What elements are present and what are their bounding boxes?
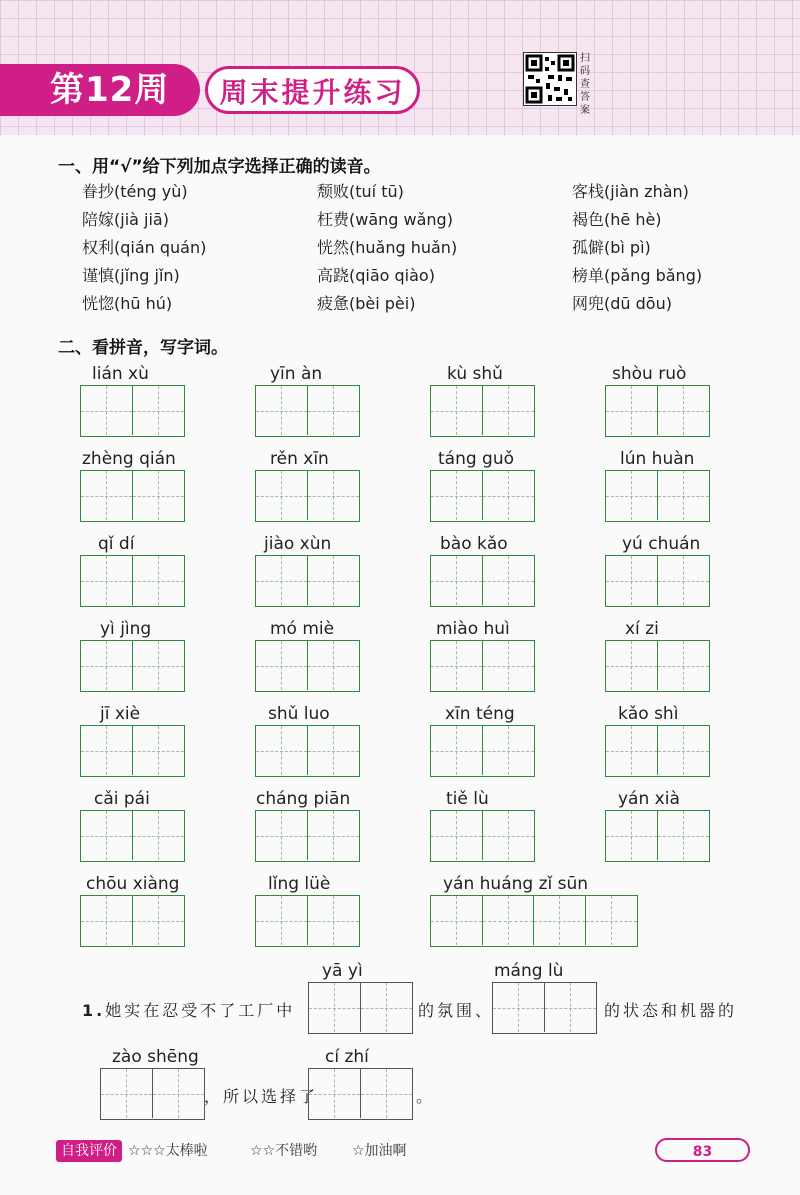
rating-keep-going[interactable]: ☆加油啊 xyxy=(352,1143,407,1159)
list-item[interactable]: 谨慎(jǐng jǐn) xyxy=(82,266,180,285)
writing-box[interactable] xyxy=(308,982,413,1034)
writing-box[interactable] xyxy=(430,470,535,522)
writing-box[interactable] xyxy=(605,725,710,777)
pinyin-label: miào huì xyxy=(436,619,510,639)
sentence-part5: 。 xyxy=(416,1087,436,1106)
pinyin-label: yán xià xyxy=(618,789,680,809)
list-item[interactable]: 疲惫(bèi pèi) xyxy=(317,294,416,313)
pinyin-label: bào kǎo xyxy=(440,534,508,554)
writing-box[interactable] xyxy=(430,385,535,437)
pinyin-label: cháng piān xyxy=(256,789,351,809)
sentence-part2: 的氛围、 xyxy=(418,1001,495,1020)
pinyin-label: yā yì xyxy=(322,961,363,981)
list-item[interactable]: 孤僻(bì pì) xyxy=(572,238,651,257)
writing-box[interactable] xyxy=(605,810,710,862)
pinyin-label: qǐ dí xyxy=(98,534,135,554)
writing-box[interactable] xyxy=(80,810,185,862)
list-item[interactable]: 榜单(pǎng bǎng) xyxy=(572,266,703,285)
writing-box[interactable] xyxy=(605,640,710,692)
writing-box[interactable] xyxy=(255,385,360,437)
sentence-part4: ，所以选择了 xyxy=(204,1087,319,1106)
list-item[interactable]: 陪嫁(jià jiā) xyxy=(82,210,169,229)
pinyin-label: cí zhí xyxy=(325,1047,369,1067)
writing-box[interactable] xyxy=(100,1068,205,1120)
writing-box[interactable] xyxy=(80,470,185,522)
pinyin-label: jī xiè xyxy=(100,704,141,724)
writing-box-4[interactable] xyxy=(430,895,638,947)
pinyin-label: lǐng lüè xyxy=(268,874,331,894)
pinyin-label: zhèng qián xyxy=(82,449,176,469)
self-evaluation-badge: 自我评价 xyxy=(56,1140,122,1162)
list-item[interactable]: 恍惚(hū hú) xyxy=(82,294,173,313)
qr-code-icon[interactable] xyxy=(523,52,577,106)
pinyin-label: táng guǒ xyxy=(438,449,515,469)
list-item[interactable]: 恍然(huǎng huǎn) xyxy=(317,238,458,257)
week-label: 第12周 xyxy=(0,64,200,116)
rating-good[interactable]: ☆☆不错哟 xyxy=(250,1143,318,1159)
pinyin-label: shòu ruò xyxy=(612,364,687,384)
pinyin-label: lián xù xyxy=(92,364,149,384)
writing-box[interactable] xyxy=(308,1068,413,1120)
list-item[interactable]: 高跷(qiāo qiào) xyxy=(317,266,435,285)
pinyin-label: yīn àn xyxy=(270,364,323,384)
pinyin-label: cǎi pái xyxy=(94,789,150,809)
sentence-part1 xyxy=(82,998,295,1021)
writing-box[interactable] xyxy=(605,385,710,437)
writing-box[interactable] xyxy=(255,640,360,692)
pinyin-label: yì jìng xyxy=(100,619,152,639)
writing-box[interactable] xyxy=(80,725,185,777)
section1-title: 一、用“√”给下列加点字选择正确的读音。 xyxy=(58,157,381,177)
list-item[interactable]: 权利(qián quán) xyxy=(82,238,207,257)
pinyin-label: lún huàn xyxy=(620,449,695,469)
qr-label: 扫码查答案 xyxy=(580,53,590,116)
writing-box[interactable] xyxy=(430,725,535,777)
list-item[interactable]: 颓败(tuí tū) xyxy=(317,182,404,201)
writing-box[interactable] xyxy=(255,895,360,947)
sentence-part3: 的状态和机器的 xyxy=(604,1001,738,1020)
pronunciation-list xyxy=(82,178,800,318)
page-title: 周末提升练习 xyxy=(205,66,420,114)
writing-box[interactable] xyxy=(605,470,710,522)
writing-box[interactable] xyxy=(605,555,710,607)
pinyin-label: jiào xùn xyxy=(264,534,332,554)
writing-box[interactable] xyxy=(255,810,360,862)
pinyin-label: zào shēng xyxy=(112,1047,199,1067)
pinyin-label: xí zi xyxy=(625,619,659,639)
pinyin-label: kù shǔ xyxy=(447,364,503,384)
list-item[interactable]: 眷抄(téng yù) xyxy=(82,182,188,201)
writing-box[interactable] xyxy=(80,640,185,692)
sentence-text: 她实在忍受不了工厂中 xyxy=(105,1001,296,1020)
writing-box[interactable] xyxy=(80,895,185,947)
section2-title: 二、看拼音，写字词。 xyxy=(58,338,228,358)
pinyin-label: kǎo shì xyxy=(618,704,679,724)
pinyin-label: shǔ luo xyxy=(268,704,330,724)
writing-box[interactable] xyxy=(255,470,360,522)
writing-box[interactable] xyxy=(430,640,535,692)
pinyin-label: chōu xiàng xyxy=(86,874,180,894)
question-number: 1. xyxy=(82,1001,106,1020)
pinyin-label: xīn téng xyxy=(445,704,515,724)
list-item[interactable]: 枉费(wāng wǎng) xyxy=(317,210,453,229)
pinyin-label: mó miè xyxy=(270,619,335,639)
rating-excellent[interactable]: ☆☆☆太棒啦 xyxy=(128,1143,208,1159)
pinyin-label: rěn xīn xyxy=(270,449,329,469)
pinyin-label: yán huáng zǐ sūn xyxy=(443,874,589,894)
list-item[interactable]: 网兜(dū dōu) xyxy=(572,294,672,313)
pinyin-label: yú chuán xyxy=(622,534,701,554)
writing-box[interactable] xyxy=(255,725,360,777)
writing-box[interactable] xyxy=(492,982,597,1034)
writing-box[interactable] xyxy=(430,555,535,607)
writing-box[interactable] xyxy=(80,555,185,607)
writing-box[interactable] xyxy=(80,385,185,437)
pinyin-label: máng lù xyxy=(494,961,564,981)
list-item[interactable]: 褐色(hē hè) xyxy=(572,210,662,229)
pinyin-label: tiě lù xyxy=(446,789,489,809)
page-number: 83 xyxy=(655,1138,750,1162)
list-item[interactable]: 客栈(jiàn zhàn) xyxy=(572,182,689,201)
writing-box[interactable] xyxy=(255,555,360,607)
writing-box[interactable] xyxy=(430,810,535,862)
